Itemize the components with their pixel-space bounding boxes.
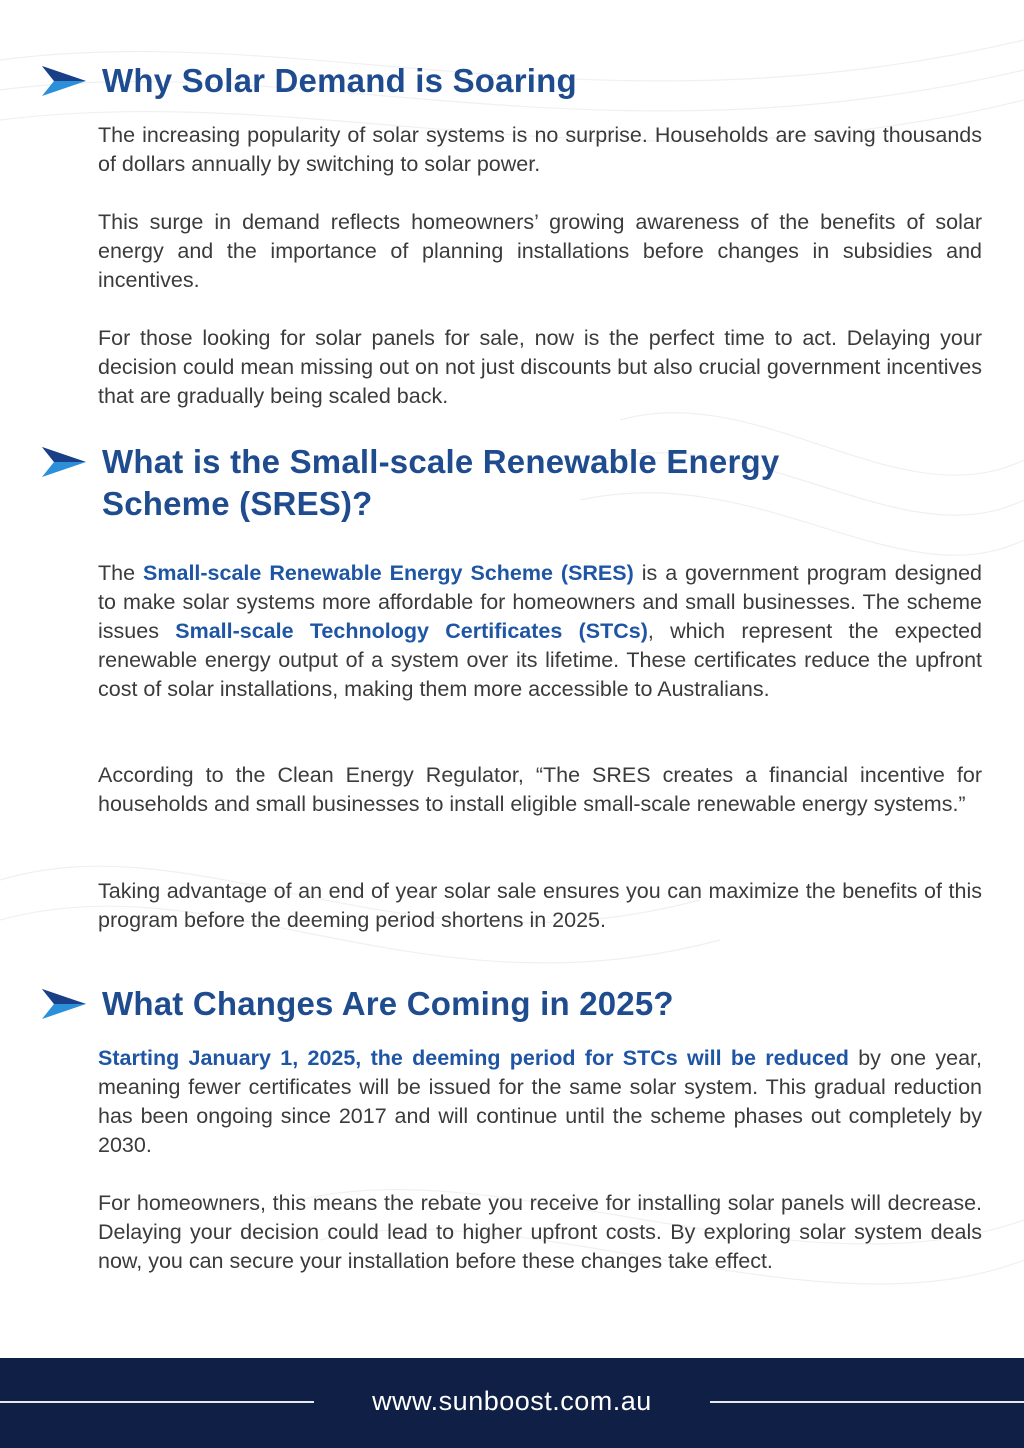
paragraph: For those looking for solar panels for sale, now is the perfect time to act. Delaying your decision could mean missing out on not just discounts but also crucial government incentives that are gradually being scaled back.: [98, 326, 982, 408]
chevron-arrow-icon: [40, 987, 88, 1021]
section-title: What Changes Are Coming in 2025?: [102, 985, 674, 1022]
text: The: [98, 561, 144, 585]
section-title: What is the Small-scale Renewable Energy Scheme (SRES)?: [102, 443, 780, 522]
section-heading-sres: [40, 441, 882, 525]
footer-website-link[interactable]: www.sunboost.com.au: [372, 1386, 652, 1416]
highlight-stcs: Small-scale Technology Certificates (STCs): [175, 619, 648, 643]
section-title: Why Solar Demand is Soaring: [102, 62, 577, 99]
paragraph: The increasing popularity of solar systems is no surprise. Households are saving thousands of dollars annually by switching to solar power.: [98, 123, 982, 176]
paragraph: For homeowners, this means the rebate you receive for installing solar panels will decrease. Delaying your decision could lead to higher upfront costs. By exploring solar system deals now, you can secure your installation before these changes take effect.: [98, 1191, 982, 1273]
chevron-arrow-icon: [40, 64, 88, 98]
paragraph-regulator-quote: According to the Clean Energy Regulator, “The SRES creates a financial incentive for households and small businesses to install eligible small-scale renewable energy systems.”: [98, 763, 982, 816]
paragraph-sres-intro: [98, 559, 982, 704]
text: by one year, meaning fewer certificates will be issued for the same solar system. This gradual reduction has been ongoing since 2017 and will continue until the scheme phases out completely by 2030.: [98, 1046, 982, 1157]
chevron-arrow-icon: [40, 445, 88, 479]
paragraph-deeming-period: [98, 1044, 982, 1160]
highlight-sres: Small-scale Renewable Energy Scheme (SRES): [143, 561, 634, 585]
text: is a government program designed to make solar systems more affordable for homeowners and small businesses. The scheme issues: [98, 561, 982, 643]
text: , which represent the expected renewable energy output of a system over its lifetime. These certificates reduce the upfront cost of solar installations, making them more accessible to Australians.: [98, 619, 982, 701]
paragraph: This surge in demand reflects homeowners’ growing awareness of the benefits of solar energy and the importance of planning installations before changes in subsidies and incentives.: [98, 210, 982, 292]
paragraph: Taking advantage of an end of year solar sale ensures you can maximize the benefits of this program before the deeming period shortens in 2025.: [98, 879, 982, 932]
section-heading-solar-demand: [40, 60, 577, 102]
footer-bar: [0, 1358, 1024, 1448]
section-heading-2025-changes: [40, 983, 674, 1025]
highlight-deeming-date: Starting January 1, 2025, the deeming period for STCs will be reduced: [98, 1046, 849, 1070]
